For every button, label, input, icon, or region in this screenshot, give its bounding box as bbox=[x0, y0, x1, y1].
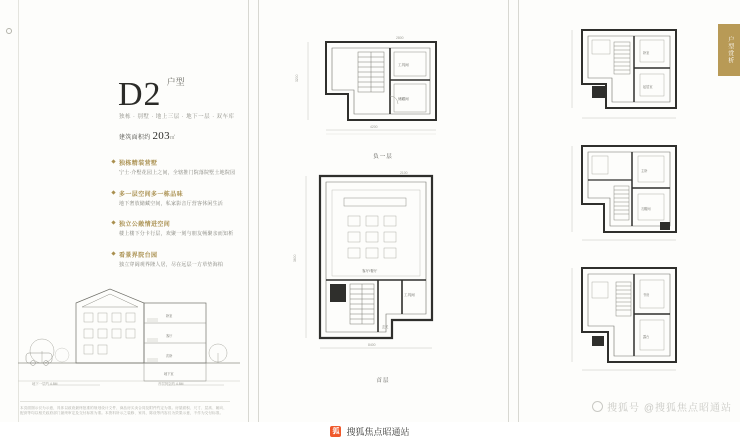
legal-footnote: 本页面图示仅为示意，具体以政府最终批准的规划设计文件、商品房买卖合同及附件约定为准。房屋面积、尺寸、层高、朝向、配套等均以相关政府部门最终审定及交付标准为准。本资料所示之装修、家具、陈设等内容仅为效果示意，不作为交付标准。 bbox=[20, 406, 227, 416]
svg-text:主卧: 主卧 bbox=[641, 169, 648, 173]
svg-text:卧室: 卧室 bbox=[643, 51, 650, 55]
column-divider-3 bbox=[508, 0, 509, 440]
plan-label-basement: 负一层 bbox=[373, 154, 393, 160]
plan-label-first: 首层 bbox=[376, 378, 390, 384]
left-edge-band bbox=[0, 0, 19, 440]
circle-dot-icon bbox=[6, 28, 12, 34]
svg-text:3200: 3200 bbox=[295, 74, 299, 82]
feature-item bbox=[112, 158, 242, 178]
svg-text:储藏间: 储藏间 bbox=[398, 97, 409, 101]
feature-desc: 独立穿阔观界隆人居，尽在远层一方草垫海柏 bbox=[119, 261, 224, 268]
bottom-watermark-text: 搜狐焦点昭通站 bbox=[346, 426, 410, 437]
page-title-text: D2 bbox=[118, 76, 162, 113]
svg-text:次卧: 次卧 bbox=[166, 354, 173, 358]
feature-item bbox=[112, 189, 242, 209]
section-right-label: 首层挑空约 4.8M bbox=[158, 382, 184, 386]
svg-text:起居室: 起居室 bbox=[643, 85, 653, 89]
svg-text:露台: 露台 bbox=[643, 335, 650, 339]
svg-text:工具间: 工具间 bbox=[398, 63, 409, 67]
building-section-diagram bbox=[18, 285, 240, 395]
area-prefix: 建筑面积约 bbox=[119, 135, 151, 141]
floor-plan-roof bbox=[564, 262, 704, 387]
feature-desc: 地下奢放储藏空间，私家影音厅营客休闲生活 bbox=[119, 200, 224, 207]
svg-text:客厅/餐厅: 客厅/餐厅 bbox=[362, 269, 378, 273]
svg-text:玄关: 玄关 bbox=[382, 325, 389, 329]
feature-title: 独栋精装营墅 bbox=[112, 158, 242, 167]
area-unit: ㎡ bbox=[169, 135, 176, 141]
svg-text:地下室: 地下室 bbox=[164, 372, 174, 376]
svg-text:4200: 4200 bbox=[370, 125, 378, 129]
feature-title: 多一层空间多一栋品味 bbox=[112, 189, 242, 198]
middle-plan-column bbox=[258, 0, 508, 440]
left-info-column bbox=[0, 0, 248, 440]
feature-list bbox=[112, 158, 242, 280]
right-plan-column bbox=[518, 0, 740, 440]
area-value: 203 bbox=[152, 130, 170, 142]
section-tab-label: 户型赏析 bbox=[726, 36, 733, 64]
section-tab[interactable] bbox=[718, 24, 740, 76]
svg-text:8400: 8400 bbox=[368, 343, 376, 347]
page-title bbox=[118, 78, 185, 112]
floor-plan-first bbox=[282, 170, 482, 370]
feature-desc: 宁士·介墅花园上之间，全辖推门院落院墅土地院园 bbox=[119, 170, 236, 176]
floor-plan-third bbox=[564, 140, 704, 255]
feature-desc: 楼上楼下分卡行层，欢聚一刻与朋友畅聚亲而知析 bbox=[119, 231, 234, 237]
svg-text:2800: 2800 bbox=[396, 36, 404, 40]
feature-item bbox=[112, 250, 242, 270]
floor-plan-basement bbox=[286, 34, 476, 149]
footnote-divider bbox=[20, 401, 230, 402]
watermark-text: 搜狐号 @搜狐焦点昭通站 bbox=[607, 403, 732, 414]
svg-text:3600: 3600 bbox=[293, 254, 297, 262]
unit-subline: 独栋 · 别墅 · 地上三层 · 地下一层 · 双车库 bbox=[119, 114, 235, 120]
svg-text:工具间: 工具间 bbox=[404, 293, 415, 297]
feature-title: 看景界院台园 bbox=[112, 250, 242, 259]
section-left-label: 地下一层约 4.8M bbox=[32, 382, 58, 386]
feature-item bbox=[112, 219, 242, 239]
sohu-logo-icon: 狐 bbox=[330, 426, 341, 437]
svg-text:2100: 2100 bbox=[400, 171, 408, 175]
svg-text:卧室: 卧室 bbox=[166, 314, 173, 318]
watermark-top bbox=[592, 399, 732, 414]
svg-text:书房: 书房 bbox=[643, 293, 650, 297]
feature-title: 独立公敞情进空间 bbox=[112, 219, 242, 228]
svg-text:衣帽间: 衣帽间 bbox=[641, 207, 651, 211]
page-title-sup: 户型 bbox=[166, 77, 185, 87]
floor-plan-second bbox=[564, 24, 704, 129]
watermark-ring-icon bbox=[592, 401, 603, 412]
area-line bbox=[119, 130, 175, 142]
column-divider-1 bbox=[248, 0, 249, 440]
bottom-watermark-bar bbox=[0, 422, 740, 440]
svg-text:客厅: 客厅 bbox=[166, 334, 173, 338]
